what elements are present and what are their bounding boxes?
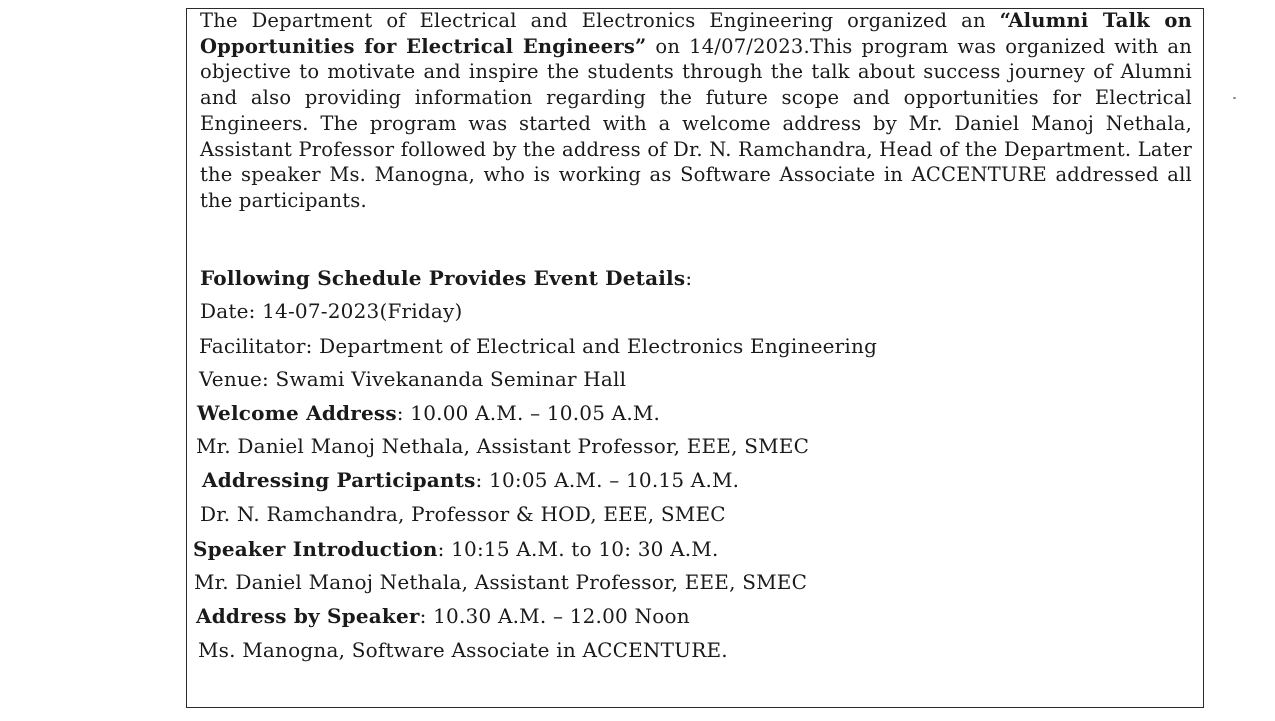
schedule-item-welcome — [197, 401, 660, 425]
schedule-item-person: Ms. Manogna, Software Associate in ACCENTURE. — [198, 638, 728, 662]
intro-text-rest: on 14/07/2023.This program was organized with an objective to motivate and inspire the students through the talk about success journey of Alumni and also providing information regarding the future scope and opportunities for Electrical Engineers. The program was started with a welcome address by Mr. Daniel Manoj Nethala, Assistant Professor followed by the address of Dr. N. Ramchandra, Head of the Department. Later the speaker Ms. Manogna, who is working as Software Associate in ACCENTURE addressed all the participants. — [200, 34, 1193, 212]
schedule-item-person: Mr. Daniel Manoj Nethala, Assistant Professor, EEE, SMEC — [194, 570, 808, 594]
event-facilitator: Facilitator: Department of Electrical and Electronics Engineering — [199, 334, 878, 358]
schedule-item-person: Dr. N. Ramchandra, Professor & HOD, EEE, SMEC — [200, 502, 726, 526]
event-venue: Venue: Swami Vivekananda Seminar Hall — [199, 367, 627, 391]
schedule-item-time: : 10.00 A.M. – 10.05 A.M. — [396, 401, 661, 425]
schedule-item-time: : 10:05 A.M. – 10.15 A.M. — [475, 468, 740, 492]
schedule-item-person: Mr. Daniel Manoj Nethala, Assistant Professor, EEE, SMEC — [196, 434, 810, 458]
schedule-item-time: : 10:15 A.M. to 10: 30 A.M. — [437, 537, 719, 561]
schedule-item-speaker — [196, 604, 690, 628]
schedule-item-label: Speaker Introduction — [193, 537, 438, 561]
schedule-heading-colon: : — [685, 266, 693, 290]
intro-paragraph — [200, 8, 1192, 214]
schedule-heading — [200, 266, 692, 290]
schedule-item-introduction — [193, 537, 719, 561]
schedule-item-addressing — [202, 468, 739, 492]
event-title: “Alumni Talk on Opportunities for Electrical Engineers” — [200, 9, 1192, 58]
schedule-heading-text: Following Schedule Provides Event Details — [200, 266, 686, 290]
schedule-item-label: Addressing Participants — [202, 468, 476, 492]
schedule-item-time: : 10.30 A.M. – 12.00 Noon — [419, 604, 690, 628]
scan-speck — [1233, 97, 1236, 99]
schedule-item-label: Address by Speaker — [196, 604, 420, 628]
schedule-item-label: Welcome Address — [197, 401, 397, 425]
intro-text-start: The Department of Electrical and Electronics Engineering organized an — [200, 9, 1000, 32]
event-date: Date: 14-07-2023(Friday) — [200, 299, 463, 323]
